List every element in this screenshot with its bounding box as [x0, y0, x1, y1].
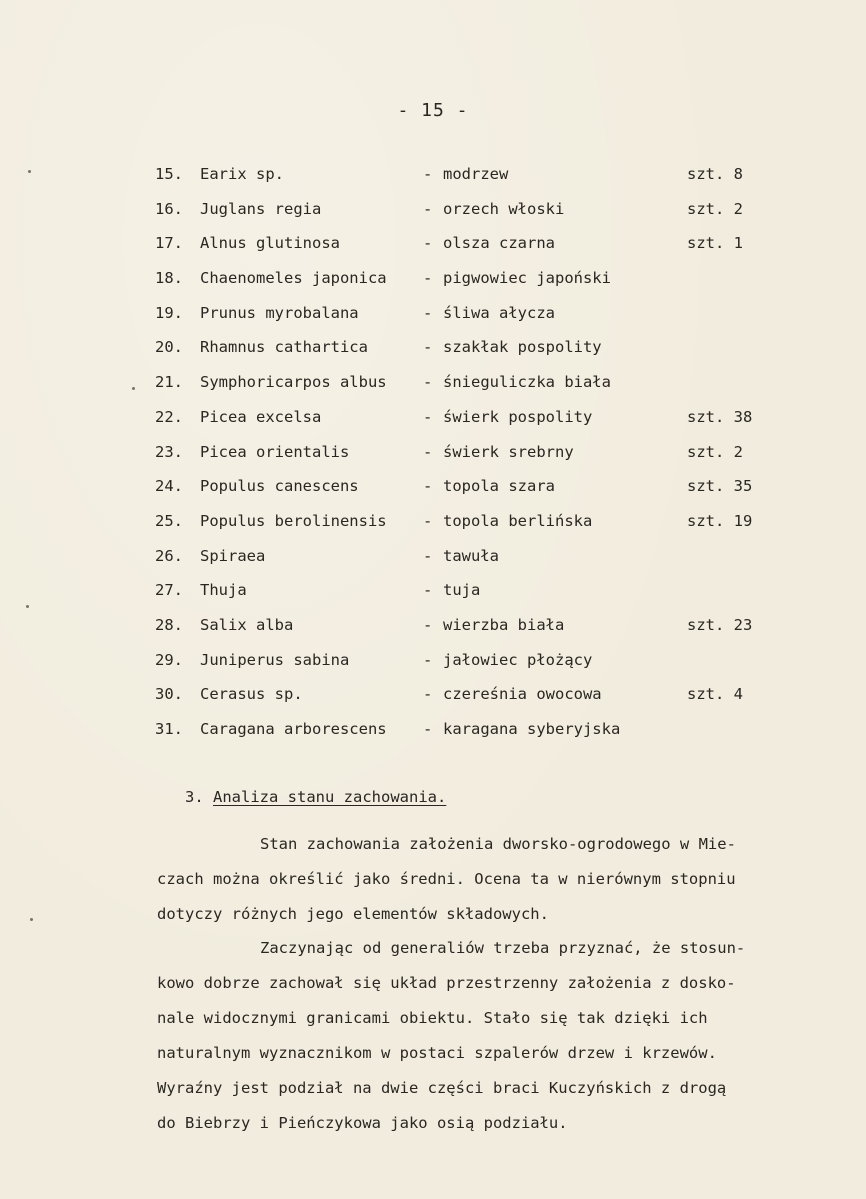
dash-separator: - [423, 581, 433, 600]
plant-number: 16. [155, 199, 183, 218]
plant-quantity: szt. 8 [687, 165, 743, 183]
plant-polish-name: czereśnia owocowa [443, 685, 602, 704]
plant-latin-name: Picea excelsa [200, 407, 322, 426]
plant-row [155, 651, 795, 686]
plant-number: 25. [155, 511, 183, 530]
plant-quantity: szt. 2 [687, 442, 743, 461]
paragraph [157, 835, 822, 940]
plant-row [155, 581, 795, 616]
plant-row [155, 512, 795, 547]
paragraph [157, 939, 822, 1149]
plant-quantity: szt. 38 [687, 407, 753, 426]
paragraph-line: naturalnym wyznacznikom w postaci szpalerów drzew i krzewów. [157, 1044, 717, 1062]
plant-number: 30. [155, 685, 183, 704]
plant-number: 31. [155, 720, 183, 738]
plant-polish-name: orzech włoski [443, 199, 565, 218]
plant-row [155, 234, 795, 269]
plant-row [155, 443, 795, 478]
dash-separator: - [423, 685, 433, 704]
plant-latin-name: Populus canescens [200, 477, 359, 496]
paper-speck [132, 387, 135, 390]
plant-row [155, 685, 795, 720]
paragraph-line: do Biebrzy i Pieńczykowa jako osią podziału. [157, 1114, 568, 1132]
plant-latin-name: Picea orientalis [200, 442, 350, 461]
plant-row [155, 547, 795, 582]
plant-latin-name: Spiraea [200, 546, 266, 565]
plant-polish-name: świerk srebrny [443, 442, 574, 461]
plant-quantity: szt. 19 [687, 511, 753, 530]
plant-polish-name: tuja [443, 581, 481, 600]
plant-latin-name: Salix alba [200, 615, 294, 634]
page-number: - 15 - [397, 100, 469, 121]
paragraph-line: kowo dobrze zachował się układ przestrzenny założenia z dosko- [157, 974, 736, 992]
plant-polish-name: olsza czarna [443, 234, 555, 253]
plant-polish-name: karagana syberyjska [443, 720, 621, 738]
dash-separator: - [423, 165, 433, 183]
plant-row [155, 304, 795, 339]
plant-number: 22. [155, 407, 183, 426]
plant-quantity: szt. 35 [687, 477, 753, 496]
plant-latin-name: Juniperus sabina [200, 650, 350, 669]
plant-row [155, 269, 795, 304]
dash-separator: - [423, 511, 433, 530]
dash-separator: - [423, 199, 433, 218]
plant-number: 26. [155, 546, 183, 565]
dash-separator: - [423, 442, 433, 461]
plant-latin-name: Juglans regia [200, 199, 322, 218]
plant-number: 17. [155, 234, 183, 253]
dash-separator: - [423, 720, 433, 738]
dash-separator: - [423, 407, 433, 426]
dash-separator: - [423, 477, 433, 496]
plant-number: 29. [155, 650, 183, 669]
plant-row [155, 373, 795, 408]
plant-polish-name: śnieguliczka biała [443, 373, 611, 392]
paragraph-line: Stan zachowania założenia dworsko-ogrodowego w Mie- [260, 835, 736, 853]
paper-speck [28, 170, 31, 173]
plant-polish-name: jałowiec płożący [443, 650, 593, 669]
plant-latin-name: Caragana arborescens [200, 720, 387, 738]
plant-quantity: szt. 2 [687, 199, 743, 218]
plant-polish-name: szakłak pospolity [443, 338, 602, 357]
plant-number: 24. [155, 477, 183, 496]
plant-polish-name: świerk pospolity [443, 407, 593, 426]
plant-number: 15. [155, 165, 183, 183]
dash-separator: - [423, 546, 433, 565]
paragraph-line: nale widocznymi granicami obiektu. Stało się tak dzięki ich [157, 1009, 708, 1027]
section-heading [185, 788, 446, 806]
paper-speck [30, 918, 33, 921]
plant-row [155, 616, 795, 651]
dash-separator: - [423, 303, 433, 322]
plant-number: 19. [155, 303, 183, 322]
plant-quantity: szt. 4 [687, 685, 743, 704]
plant-polish-name: śliwa ałycza [443, 303, 555, 322]
plant-quantity: szt. 1 [687, 234, 743, 253]
plant-number: 27. [155, 581, 183, 600]
plant-polish-name: wierzba biała [443, 615, 565, 634]
plant-polish-name: pigwowiec japoński [443, 269, 611, 288]
plant-latin-name: Rhamnus cathartica [200, 338, 368, 357]
plant-number: 18. [155, 269, 183, 288]
plant-latin-name: Thuja [200, 581, 247, 600]
plant-polish-name: tawuła [443, 546, 499, 565]
plant-latin-name: Earix sp. [200, 165, 284, 183]
dash-separator: - [423, 650, 433, 669]
plant-row [155, 338, 795, 373]
plant-quantity: szt. 23 [687, 615, 753, 634]
plant-number: 28. [155, 615, 183, 634]
paragraph-line: Zaczynając od generaliów trzeba przyznać, że stosun- [260, 939, 746, 957]
plant-latin-name: Alnus glutinosa [200, 234, 340, 253]
plant-number: 20. [155, 338, 183, 357]
plant-row [155, 408, 795, 443]
plant-row [155, 720, 795, 755]
paper-speck [26, 605, 29, 608]
section-number: 3. [185, 788, 204, 806]
plant-latin-name: Populus berolinensis [200, 511, 387, 530]
plant-polish-name: modrzew [443, 165, 509, 183]
plant-polish-name: topola szara [443, 477, 555, 496]
dash-separator: - [423, 234, 433, 253]
dash-separator: - [423, 338, 433, 357]
paragraph-line: Wyraźny jest podział na dwie części braci Kuczyńskich z drogą [157, 1079, 727, 1097]
dash-separator: - [423, 269, 433, 288]
plant-row [155, 477, 795, 512]
plant-list [155, 165, 795, 755]
dash-separator: - [423, 373, 433, 392]
plant-latin-name: Chaenomeles japonica [200, 269, 387, 288]
plant-latin-name: Prunus myrobalana [200, 303, 359, 322]
plant-latin-name: Symphoricarpos albus [200, 373, 387, 392]
paragraph-line: dotyczy różnych jego elementów składowych. [157, 905, 549, 923]
dash-separator: - [423, 615, 433, 634]
plant-latin-name: Cerasus sp. [200, 685, 303, 704]
plant-row [155, 165, 795, 200]
plant-polish-name: topola berlińska [443, 511, 593, 530]
plant-row [155, 200, 795, 235]
plant-number: 23. [155, 442, 183, 461]
paragraph-line: czach można określić jako średni. Ocena ta w nierównym stopniu [157, 870, 736, 888]
plant-number: 21. [155, 373, 183, 392]
section-title: Analiza stanu zachowania. [213, 788, 447, 806]
